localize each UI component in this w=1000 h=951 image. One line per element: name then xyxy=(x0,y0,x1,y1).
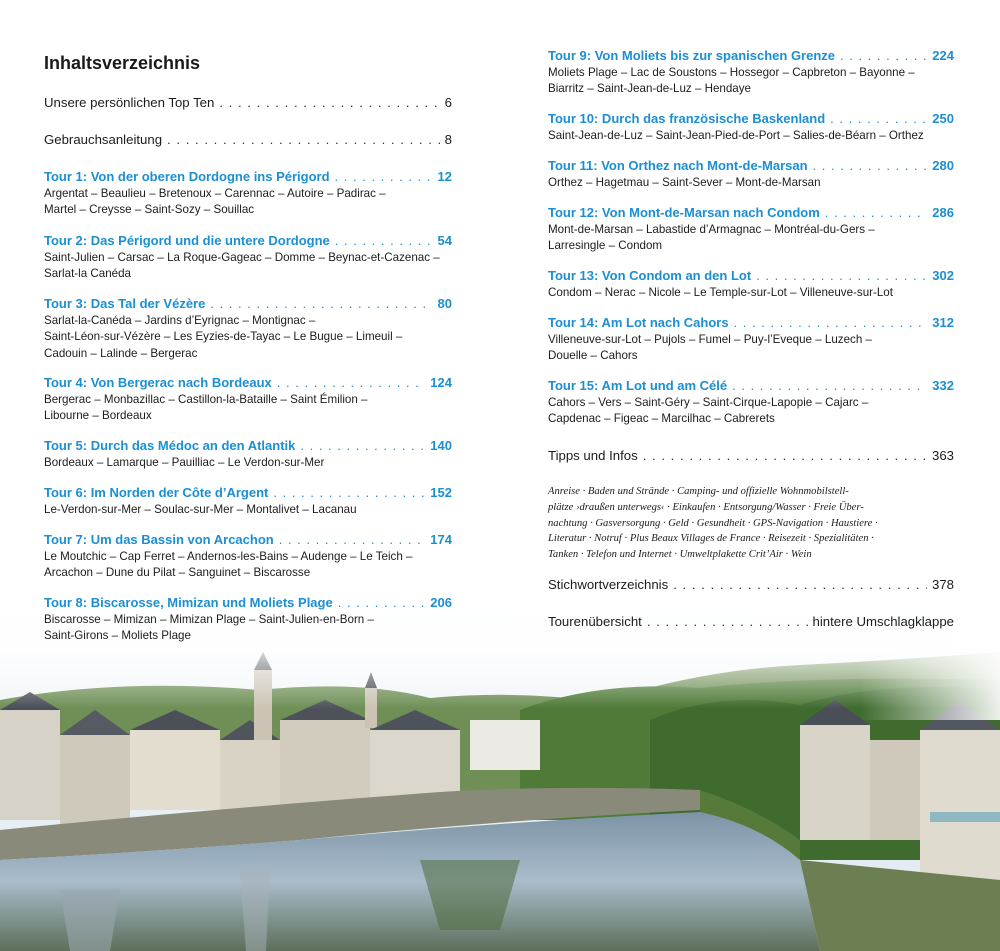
entry-page: 8 xyxy=(444,132,452,147)
toc-entry-tour-12[interactable] xyxy=(548,204,954,255)
tips-line: Anreise · Baden und Strände · Camping- und offizielle Wohnmobilstell- xyxy=(548,486,849,497)
leader-dots xyxy=(830,110,927,128)
tour-places xyxy=(548,332,954,365)
places-line: Libourne – Bordeaux xyxy=(44,409,152,423)
leader-dots xyxy=(643,447,927,465)
leader-dots xyxy=(734,314,928,332)
tips-line: nachtung · Gasversorgung · Geld · Gesundheit · GPS-Navigation · Haustiere · xyxy=(548,517,878,529)
entry-title: Tipps und Infos xyxy=(548,448,638,463)
tour-page: 280 xyxy=(932,158,954,173)
leader-dots xyxy=(210,295,432,313)
toc-entry-top-ten[interactable] xyxy=(44,94,452,112)
places-line: Saint-Girons – Moliets Plage xyxy=(44,629,191,643)
tour-title: Tour 2: Das Périgord und die untere Dordogne xyxy=(44,233,330,248)
places-line: Larresingle – Condom xyxy=(548,239,663,253)
places-line: Mont-de-Marsan – Labastide d’Armagnac – Montréal-du-Gers – xyxy=(548,223,875,236)
tour-places xyxy=(548,222,954,255)
places-line: Douelle – Cahors xyxy=(548,349,638,363)
places-line: Saint-Jean-de-Luz – Saint-Jean-Pied-de-Port – Salies-de-Béarn – Orthez xyxy=(548,129,924,142)
tour-places xyxy=(44,392,452,425)
places-line: Bordeaux – Lamarque – Pauilliac – Le Verdon-sur-Mer xyxy=(44,456,325,469)
toc-entry-tour-7[interactable] xyxy=(44,531,452,582)
tips-topics xyxy=(548,484,954,563)
tour-title: Tour 10: Durch das französische Baskenland xyxy=(548,111,826,126)
tour-page: 140 xyxy=(430,438,452,453)
entry-title: Tourenübersicht xyxy=(548,614,642,629)
toc-entry-tour-8[interactable] xyxy=(44,594,452,645)
toc-entry-tour-6[interactable] xyxy=(44,484,452,518)
tour-title: Tour 3: Das Tal der Vézère xyxy=(44,296,206,311)
tour-page: 332 xyxy=(932,378,954,393)
tour-page: 302 xyxy=(932,268,954,283)
toc-entry-tour-5[interactable] xyxy=(44,437,452,471)
toc-entry-tour-1[interactable] xyxy=(44,168,452,219)
leader-dots xyxy=(732,377,927,395)
tour-places xyxy=(548,285,954,301)
tour-places xyxy=(548,128,954,144)
tour-page: 206 xyxy=(430,595,452,610)
places-line: Arcachon – Dune du Pilat – Sanguinet – Biscarosse xyxy=(44,566,311,580)
places-line: Cadouin – Lalinde – Bergerac xyxy=(44,346,198,360)
tour-page: 124 xyxy=(430,375,452,390)
tips-line: Tanken · Telefon und Internet · Umweltplakette Crit’Air · Wein xyxy=(548,549,812,561)
places-line: Sarlat-la Canéda xyxy=(44,267,132,281)
tour-title: Tour 5: Durch das Médoc an den Atlantik xyxy=(44,438,296,453)
leader-dots xyxy=(219,94,439,112)
leader-dots xyxy=(335,232,433,250)
tour-places xyxy=(548,175,954,191)
toc-entry-tour-15[interactable] xyxy=(548,377,954,428)
leader-dots xyxy=(279,531,426,549)
places-line: Saint-Julien – Carsac – La Roque-Gageac – Domme – Beynac-et-Cazenac – xyxy=(44,251,440,264)
toc-entry-tour-11[interactable] xyxy=(548,157,954,191)
entry-page: hintere Umschlagklappe xyxy=(812,614,954,629)
places-line: Saint-Léon-sur-Vézère – Les Eyzies-de-Tayac – Le Bugue – Limeuil – xyxy=(44,330,403,344)
toc-entry-tips[interactable] xyxy=(548,447,954,465)
places-line: Le-Verdon-sur-Mer – Soulac-sur-Mer – Montalivet – Lacanau xyxy=(44,503,357,516)
tour-places xyxy=(44,186,452,219)
leader-dots xyxy=(813,157,928,175)
toc-entry-tour-10[interactable] xyxy=(548,110,954,144)
places-line: Orthez – Hagetmau – Saint-Sever – Mont-de-Marsan xyxy=(548,176,821,189)
leader-dots xyxy=(825,204,928,222)
entry-title: Stichwortverzeichnis xyxy=(548,577,669,592)
places-line: Argentat – Beaulieu – Bretenoux – Carennac – Autoire – Padirac – xyxy=(44,187,386,200)
tour-places xyxy=(44,313,452,362)
places-line: Capdenac – Figeac – Marcilhac – Cabrerets xyxy=(548,412,775,426)
leader-dots xyxy=(273,484,425,502)
toc-entry-tour-14[interactable] xyxy=(548,314,954,365)
places-line: Sarlat-la-Canéda – Jardins d’Eyrignac – Montignac – xyxy=(44,314,316,327)
toc-entry-overview[interactable] xyxy=(548,613,954,631)
toc-entry-tour-2[interactable] xyxy=(44,232,452,283)
tour-title: Tour 7: Um das Bassin von Arcachon xyxy=(44,532,274,547)
tour-title: Tour 12: Von Mont-de-Marsan nach Condom xyxy=(548,205,820,220)
toc-entry-tour-3[interactable] xyxy=(44,295,452,362)
tour-title: Tour 14: Am Lot nach Cahors xyxy=(548,315,729,330)
tour-title: Tour 1: Von der oberen Dordogne ins Périgord xyxy=(44,169,330,184)
leader-dots xyxy=(840,47,927,65)
leader-dots xyxy=(277,374,426,392)
toc-entry-manual[interactable] xyxy=(44,131,452,149)
tour-page: 152 xyxy=(430,485,452,500)
leader-dots xyxy=(167,131,440,149)
places-line: Cahors – Vers – Saint-Géry – Saint-Cirque-Lapopie – Cajarc – xyxy=(548,396,869,409)
entry-page: 378 xyxy=(931,577,954,592)
tour-title: Tour 13: Von Condom an den Lot xyxy=(548,268,752,283)
tour-page: 224 xyxy=(932,48,954,63)
tour-page: 54 xyxy=(437,233,452,248)
tour-places xyxy=(548,65,954,98)
tour-places xyxy=(44,502,452,518)
entry-title: Unsere persönlichen Top Ten xyxy=(44,95,215,110)
tour-places xyxy=(44,549,452,582)
entry-page: 363 xyxy=(931,448,954,463)
tour-page: 12 xyxy=(437,169,452,184)
tour-places xyxy=(44,250,452,283)
entry-title: Gebrauchsanleitung xyxy=(44,132,163,147)
leader-dots xyxy=(300,437,425,455)
tour-title: Tour 4: Von Bergerac nach Bordeaux xyxy=(44,375,272,390)
tour-page: 174 xyxy=(430,532,452,547)
toc-entry-tour-9[interactable] xyxy=(548,47,954,98)
tour-title: Tour 15: Am Lot und am Célé xyxy=(548,378,728,393)
tour-title: Tour 9: Von Moliets bis zur spanischen Grenze xyxy=(548,48,836,63)
places-line: Biarritz – Saint-Jean-de-Luz – Hendaye xyxy=(548,82,751,96)
tips-line: Literatur · Notruf · Plus Beaux Villages de France · Reisezeit · Spezialitäten · xyxy=(548,533,874,545)
leader-dots xyxy=(647,613,808,631)
places-line: Bergerac – Monbazillac – Castillon-la-Bataille – Saint Émilion – xyxy=(44,393,368,406)
toc-heading: Inhaltsverzeichnis xyxy=(44,53,201,73)
places-line: Condom – Nerac – Nicole – Le Temple-sur-Lot – Villeneuve-sur-Lot xyxy=(548,286,893,299)
tips-line: plätze ›draußen unterwegs‹ · Einkaufen · Entsorgung/Wasser · Freie Über- xyxy=(548,501,864,513)
toc-entry-index[interactable] xyxy=(548,576,954,594)
tour-places xyxy=(44,612,452,645)
places-line: Le Moutchic – Cap Ferret – Andernos-les-Bains – Audenge – Le Teich – xyxy=(44,550,413,563)
leader-dots xyxy=(673,576,927,594)
places-line: Biscarosse – Mimizan – Mimizan Plage – Saint-Julien-en-Born – xyxy=(44,613,374,626)
tour-places xyxy=(548,395,954,428)
tour-places xyxy=(44,455,452,471)
leader-dots xyxy=(335,168,433,186)
leader-dots xyxy=(338,594,426,612)
tour-title: Tour 6: Im Norden der Côte d’Argent xyxy=(44,485,269,500)
tour-page: 80 xyxy=(437,296,452,311)
toc-entry-tour-13[interactable] xyxy=(548,267,954,301)
places-line: Martel – Creysse – Saint-Sozy – Souillac xyxy=(44,203,255,217)
tour-page: 286 xyxy=(932,205,954,220)
places-line: Moliets Plage – Lac de Soustons – Hossegor – Capbreton – Bayonne – xyxy=(548,66,915,79)
leader-dots xyxy=(756,267,927,285)
tour-page: 312 xyxy=(932,315,954,330)
entry-page: 6 xyxy=(444,95,452,110)
places-line: Villeneuve-sur-Lot – Pujols – Fumel – Puy-l’Eveque – Luzech – xyxy=(548,333,872,346)
toc-entry-tour-4[interactable] xyxy=(44,374,452,425)
tour-title: Tour 8: Biscarosse, Mimizan und Moliets Plage xyxy=(44,595,333,610)
tour-page: 250 xyxy=(932,111,954,126)
tour-title: Tour 11: Von Orthez nach Mont-de-Marsan xyxy=(548,158,808,173)
